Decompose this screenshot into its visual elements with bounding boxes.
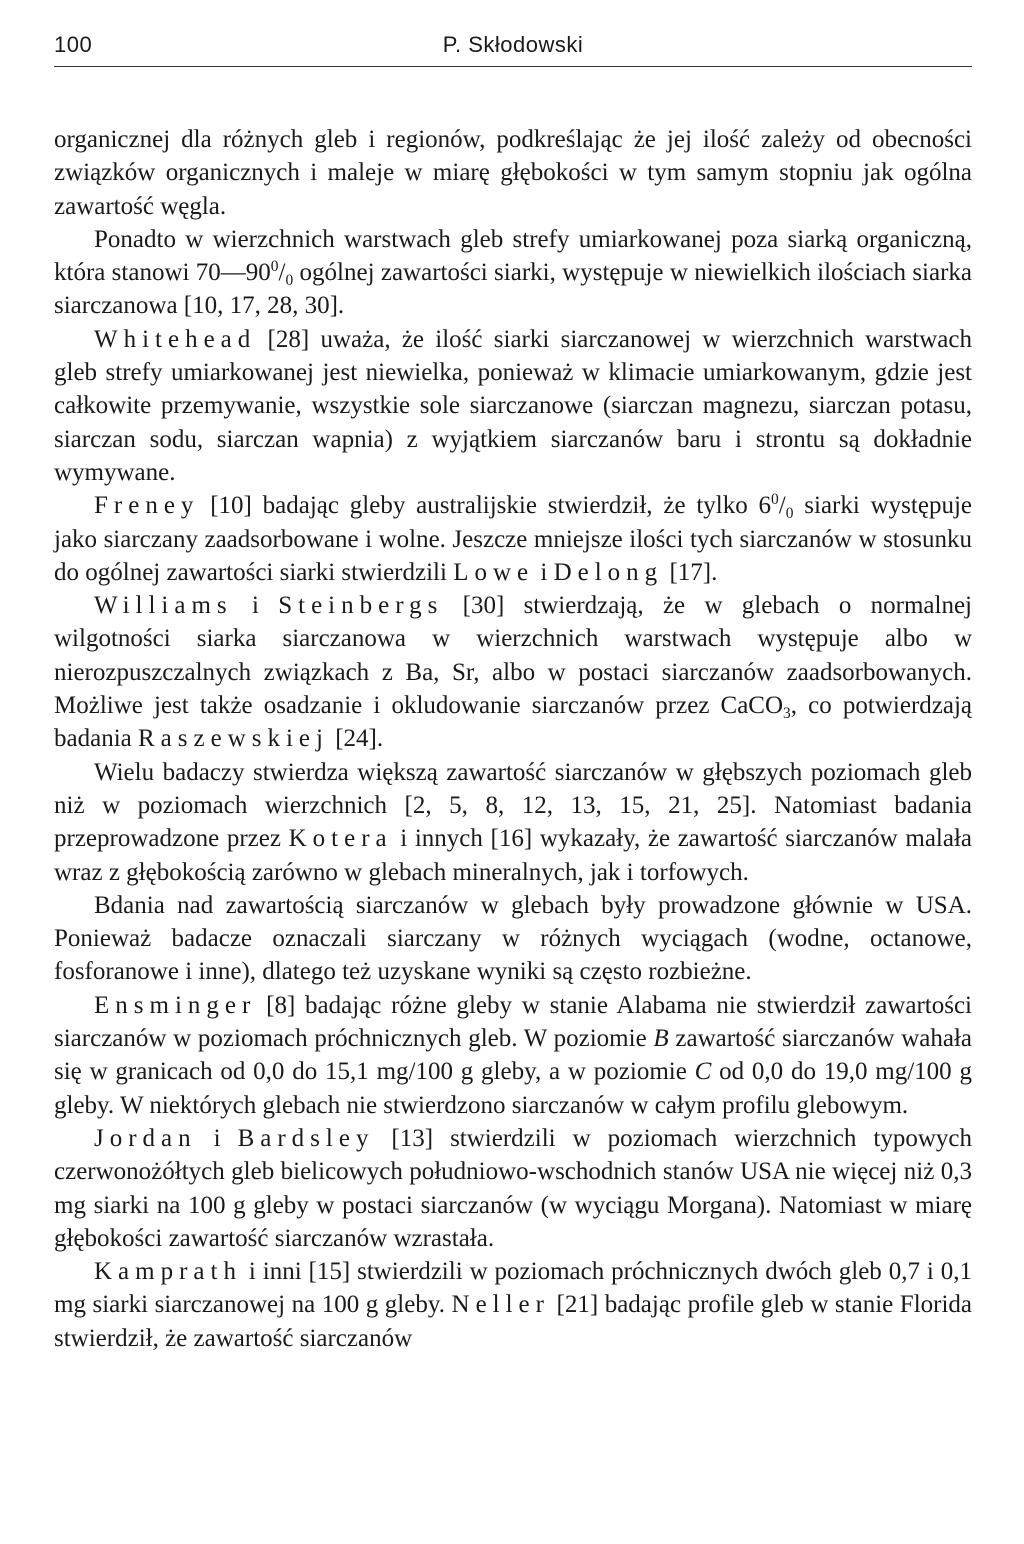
text-run: , co potwierdzają badania xyxy=(54,692,973,753)
author-name: Kamprath xyxy=(94,1258,242,1286)
text-run: Ponadto w wierzchnich warstwach gleb strefy umiarkowanej poza siarką organiczną, która stanowi 70—90 xyxy=(54,225,972,287)
author-name: Whitehead xyxy=(94,325,257,353)
paragraph xyxy=(54,756,972,889)
text-run: zawartość siarczanów wahała się w granicach od 0,0 do 15,1 mg/100 g gleby, a w poziomie xyxy=(54,1025,972,1086)
text-run: i xyxy=(232,592,279,620)
paragraph xyxy=(54,1255,972,1355)
subscript: 3 xyxy=(783,705,791,723)
paragraph xyxy=(54,889,972,989)
text-run: [8] badając różne gleby w stanie Alabama nie stwierdził zawartości siarczanów w poziomach próchnicznych gleb. W poziomie xyxy=(54,991,972,1053)
document-page xyxy=(54,28,972,1355)
paragraph xyxy=(54,589,972,755)
text-run: i xyxy=(534,558,554,586)
paragraph xyxy=(54,323,972,489)
author-name: Freney xyxy=(94,492,200,520)
text-run: Bdania nad zawartością siarczanów w glebach były prowadzone głównie w USA. Ponieważ badacze oznaczali siarczany w różnych wyciągach (wodne, octanowe, fosforanowe i inne), dlatego też uzyskane wyniki są często rozbieżne. xyxy=(54,891,972,986)
text-run: i xyxy=(196,1124,238,1152)
author-name: Ensminger xyxy=(94,991,257,1019)
text-run: [30] stwierdzają, że w glebach o normalnej wilgotności siarka siarczanowa w wierzchnich warstwach występuje albo w nierozpuszczalnych związkach z Ba, Sr, albo w postaci siarczanów zaadsorbowanych. Możliwe jest także osadzanie i okludowanie siarczanów przez CaCO xyxy=(54,592,972,720)
text-run: organicznej dla różnych gleb i regionów, podkreślając że jej ilość zależy od obecności związków organicznych i maleje w miarę głębokości w tym samym stopniu jak ogólna zawartość węgla. xyxy=(54,126,972,220)
author-name: Williams xyxy=(94,592,233,620)
running-header-author: P. Skłodowski xyxy=(442,32,584,57)
subscript: 0 xyxy=(785,505,794,523)
text-run: i innych [16] wykazały, że zawartość siarczanów malała wraz z głębokością zarówno w glebach mineralnych, jak i torfowych. xyxy=(54,825,972,886)
superscript: 0 xyxy=(771,491,779,509)
author-name: Lowe xyxy=(453,558,535,586)
text-run: Wielu badaczy stwierdza większą zawartość siarczanów w głębszych poziomach gleb niż w poziomach wierzchnich [2, 5, 8, 12, 13, 15, 21, 25]. Natomiast badania przeprowadzone przez xyxy=(54,758,972,853)
text-run: od 0,0 do 19,0 mg/100 g gleby. W niektórych glebach nie stwierdzono siarczanów w całym profilu glebowym. xyxy=(54,1058,972,1119)
author-name: Steinbergs xyxy=(278,592,444,620)
running-header xyxy=(54,28,972,67)
text-run: [28] uważa, że ilość siarki siarczanowej w wierzchnich warstwach gleb strefy umiarkowanej jest niewielka, ponieważ w klimacie umiarkowanym, gdzie jest całkowite przemywanie, wszystkie sole siarczanowe (siarczan magnezu, siarczan potasu, siarczan sodu, siarczan wapnia) z wyjątkiem siarczanów baru i strontu są dokładnie wymywane. xyxy=(54,325,972,486)
subscript: 0 xyxy=(285,272,294,290)
horizon-symbol: B xyxy=(653,1025,669,1053)
paragraph xyxy=(54,489,972,589)
text-run: i inni [15] stwierdzili w poziomach próchnicznych dwóch gleb 0,7 i 0,1 mg siarki siarczanowej na 100 g gleby. xyxy=(54,1258,972,1319)
text-run: / xyxy=(278,259,286,287)
author-name: Raszewskiej xyxy=(137,725,329,753)
author-name: Kotera xyxy=(288,825,393,853)
horizon-symbol: C xyxy=(694,1058,712,1086)
paragraph xyxy=(54,989,972,1122)
paragraph xyxy=(54,1122,972,1255)
text-run: [24]. xyxy=(328,725,384,753)
author-name: Jordan xyxy=(94,1124,197,1152)
text-run: [13] stwierdzili w poziomach wierzchnich typowych czerwonożółtych gleb bielicowych południowo-wschodnich stanów USA nie więcej niż 0,3 mg siarki na 100 g gleby w postaci siarczanów (w wyciągu Morgana). Natomiast w miarę głębokości zawartość siarczanów wzrastała. xyxy=(54,1124,973,1252)
text-run: / xyxy=(778,492,786,520)
text-run: [17]. xyxy=(663,558,718,586)
author-name: Delong xyxy=(553,558,664,586)
body-text xyxy=(54,123,972,1355)
superscript: 0 xyxy=(270,258,279,276)
text-run: [10] badając gleby australijskie stwierdził, że tylko 6 xyxy=(199,492,772,520)
paragraph xyxy=(54,123,972,223)
text-run: siarki występuje jako siarczany zaadsorbowane i wolne. Jeszcze mniejsze ilości tych siarczanów w stosunku do ogólnej zawartości siarki stwierdzili xyxy=(54,492,972,586)
page-number: 100 xyxy=(54,32,93,57)
text-run: [21] badając profile gleb w stanie Florida stwierdził, że zawartość siarczanów xyxy=(54,1291,973,1352)
paragraph xyxy=(54,223,972,323)
text-run: ogólnej zawartości siarki, występuje w niewielkich ilościach siarka siarczanowa [10, 17, 28, 30]. xyxy=(54,259,973,320)
author-name: Bardsley xyxy=(237,1124,375,1152)
author-name: Neller xyxy=(451,1291,550,1319)
